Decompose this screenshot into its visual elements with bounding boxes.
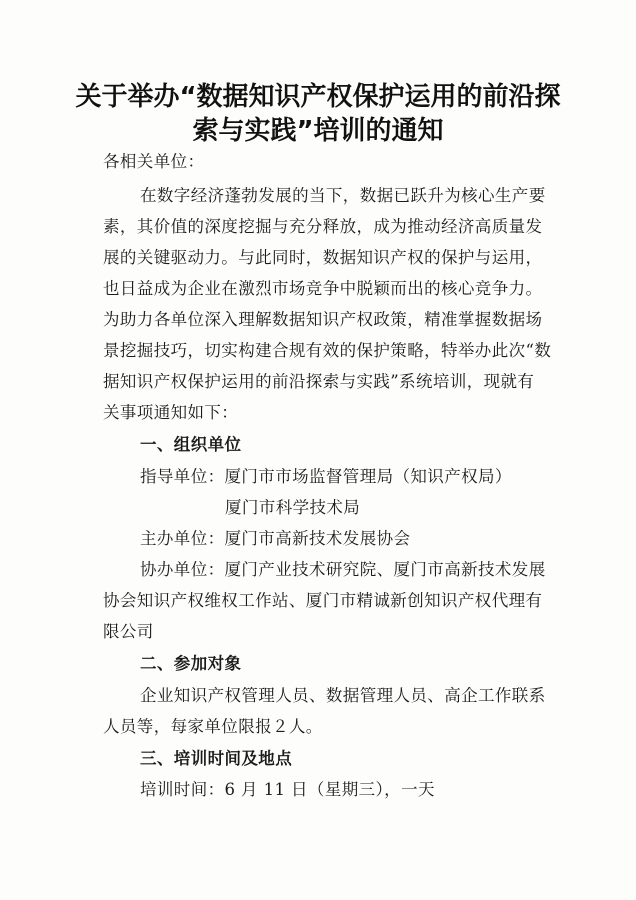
salutation: 各相关单位： <box>103 152 205 171</box>
intro-line-4: 也日益成为企业在激烈市场竞争中脱颖而出的核心竞争力。 <box>103 279 543 298</box>
intro-line-7: 据知识产权保护运用的前沿探索与实践”系统培训，现就有 <box>103 372 535 391</box>
host-unit: 主办单位：厦门市高新技术发展协会 <box>140 529 411 548</box>
guide-units-line-2: 厦门市科学技术局 <box>225 498 361 517</box>
co-organizers-line-2: 协会知识产权维权工作站、厦门市精诚新创知识产权代理有 <box>103 591 543 610</box>
intro-line-2: 素，其价值的深度挖掘与充分释放，成为推动经济高质量发 <box>103 217 543 236</box>
intro-line-5: 为助力各单位深入理解数据知识产权政策，精准掌握数据场 <box>103 310 543 329</box>
intro-line-6: 景挖掘技巧，切实构建合规有效的保护策略，特举办此次“数 <box>103 341 552 360</box>
co-organizers-line-1: 协办单位：厦门产业技术研究院、厦门市高新技术发展 <box>140 560 546 579</box>
intro-line-3: 展的关键驱动力。与此同时，数据知识产权的保护与运用， <box>103 248 543 267</box>
section-heading-time-place: 三、培训时间及地点 <box>140 749 293 768</box>
training-time: 培训时间：6 月 11 日（星期三），一天 <box>140 780 435 799</box>
intro-line-8: 关事项通知如下： <box>103 403 239 422</box>
section-heading-organizers: 一、组织单位 <box>140 435 242 454</box>
document-title-line-2: 索与实践”培训的通知 <box>192 116 444 146</box>
section-heading-participants: 二、参加对象 <box>140 654 242 673</box>
co-organizers-line-3: 限公司 <box>103 622 154 641</box>
participants-line-1: 企业知识产权管理人员、数据管理人员、高企工作联系 <box>140 686 546 705</box>
intro-line-1: 在数字经济蓬勃发展的当下，数据已跃升为核心生产要 <box>140 186 546 205</box>
guide-units-line-1: 指导单位：厦门市市场监督管理局（知识产权局） <box>140 467 512 486</box>
participants-line-2: 人员等，每家单位限报２人。 <box>103 717 323 736</box>
document-title-line-1: 关于举办“数据知识产权保护运用的前沿探 <box>75 82 561 112</box>
